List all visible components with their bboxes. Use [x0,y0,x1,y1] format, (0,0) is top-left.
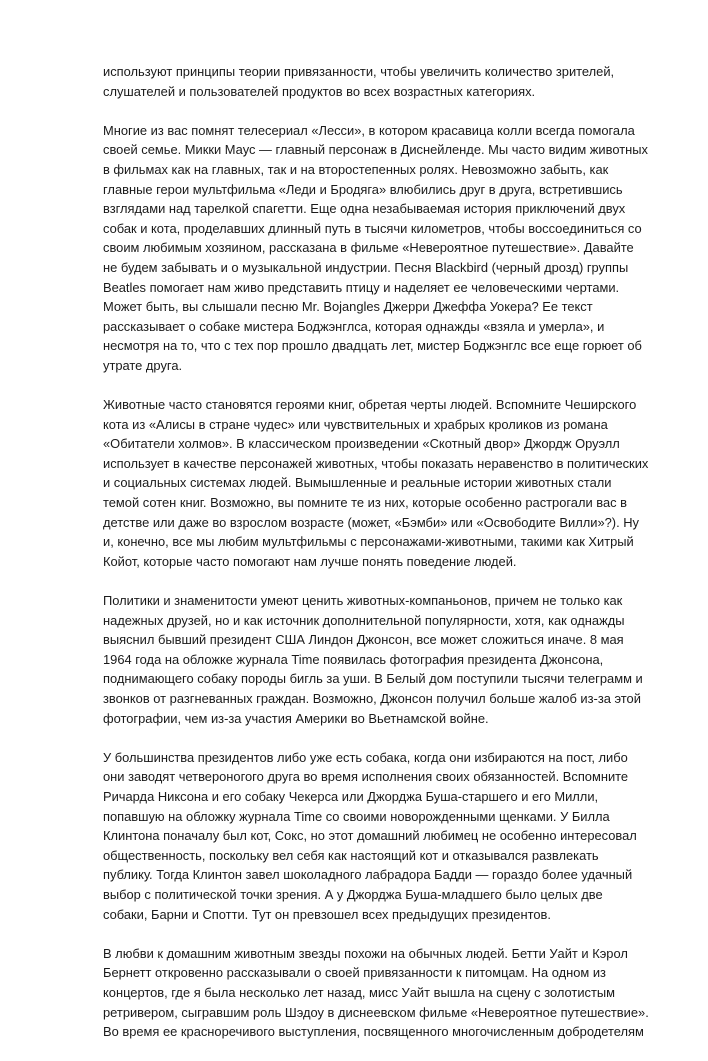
text-line: Может быть, вы слышали песню Mr. Bojangles Джерри Джеффа Уокера? Ее текст [103,299,593,315]
text-line: слушателей и пользователей продуктов во всех возрастных категориях. [103,83,536,99]
text-line: не будем забывать и о музыкальной индустрии. Песня Blackbird (черный дрозд) группы [103,259,629,275]
text-line: и социальных системах людей. Вымышленные и реальные истории животных стали [103,475,612,491]
document-page [103,62,661,1061]
text-line: утрате друга. [103,357,183,373]
paragraph [103,62,661,101]
text-line: собак и кота, проделавших длинный путь в тысячи километров, чтобы воссоединиться со [103,220,642,236]
text-line: фотографии, чем из-за участия Америки во Вьетнамской войне. [103,710,489,726]
text-line: Beatles помогает нам живо представить птицу и наделяет ее человеческими чертами. [103,279,620,295]
paragraph [103,748,661,924]
text-line: своим любимым хозяином, рассказана в фильме «Невероятное путешествие». Давайте [103,240,634,256]
text-line: темой сотен книг. Возможно, вы помните те из них, которые особенно растрогали вас в [103,495,628,511]
text-line: в фильмах как на главных, так и на второстепенных ролях. Невозможно забыть, как [103,161,609,177]
text-line: общественность, поскольку вел себя как настоящий кот и отказывался развлекать [103,847,599,863]
text-line: выяснил бывший президент США Линдон Джонсон, все может сложиться иначе. 8 мая [103,632,624,648]
text-line: поднимающего собаку породы бигль за уши. В Белый дом поступили тысячи телеграмм и [103,671,643,687]
text-line: и, конечно, все мы любим мультфильмы с персонажами-животными, такими как Хитрый [103,534,634,550]
text-line: концертов, где я была несколько лет назад, мисс Уайт вышла на сцену с золотистым [103,984,615,1000]
text-line: В любви к домашним животным звезды похожи на обычных людей. Бетти Уайт и Кэрол [103,945,628,961]
text-line: выбор с политической точки зрения. А у Джорджа Буша-младшего было целых две [103,886,603,902]
text-line: рассказывает о собаке мистера Боджэнглса, которая однажды «взяла и умерла», и [103,318,605,334]
text-line: попавшую на обложку журнала Time со своими новорожденными щенками. У Билла [103,808,610,824]
text-line: ретривером, сыгравшим роль Шэдоу в диснеевском фильме «Невероятное путешествие». [103,1004,649,1020]
text-line: Клинтона поначалу был кот, Сокс, но этот домашний любимец не особенно интересовал [103,828,637,844]
text-line: кота из «Алисы в стране чудес» или чувствительных и храбрых кроликов из романа [103,416,608,432]
text-line: «Обитатели холмов». В классическом произведении «Скотный двор» Джордж Оруэлл [103,436,620,452]
text-line: Бернетт откровенно рассказывали о своей привязанности к питомцам. На одном из [103,965,606,981]
text-line: Политики и знаменитости умеют ценить животных-компаньонов, причем не только как [103,593,623,609]
text-line: Ричарда Никсона и его собаку Чекерса или Джорджа Буша-старшего и его Милли, [103,788,599,804]
text-line: Во время ее красноречивого выступления, посвященного многочисленным добродетелям [103,1024,644,1040]
text-line: несмотря на то, что с тех пор прошло двадцать лет, мистер Боджэнглс все еще горюет об [103,338,642,354]
paragraph [103,121,661,376]
text-line: главные герои мультфильма «Леди и Бродяга» влюбились друг в друга, встретившись [103,181,623,197]
text-line: своей семье. Микки Маус — главный персонаж в Диснейленде. Мы часто видим животных [103,142,648,158]
text-line: надежных друзей, но и как источник дополнительной популярности, хотя, как однажды [103,612,625,628]
text-line: Койот, которые часто помогают нам лучше понять поведение людей. [103,553,517,569]
text-line: Животные часто становятся героями книг, обретая черты людей. Вспомните Чеширского [103,397,637,413]
text-line: 1964 года на обложке журнала Time появилась фотография президента Джонсона, [103,651,604,667]
text-line: собаки, Барни и Спотти. Тут он превзошел всех предыдущих президентов. [103,906,551,922]
paragraph [103,395,661,571]
text-line: Многие из вас помнят телесериал «Лесси», в котором красавица колли всегда помогала [103,122,635,138]
text-line: детстве или даже во взрослом возрасте (может, «Бэмби» или «Освободите Вилли»?). Ну [103,514,640,530]
paragraph [103,944,661,1042]
paragraph [103,591,661,728]
text-line: взглядами над тарелкой спагетти. Еще одна незабываемая история приключений двух [103,201,626,217]
text-line: используют принципы теории привязанности, чтобы увеличить количество зрителей, [103,64,615,79]
text-line: они заводят четвероногого друга во время исполнения своих обязанностей. Вспомните [103,769,629,785]
text-line: У большинства президентов либо уже есть собака, когда они избираются на пост, либо [103,749,628,765]
text-line: использует в качестве персонажей животных, чтобы показать неравенство в политических [103,455,649,471]
text-line: звонков от разгневанных граждан. Возможно, Джонсон получил больше жалоб из-за этой [103,691,641,706]
text-line: публику. Тогда Клинтон завел шоколадного лабрадора Бадди — гораздо более удачный [103,867,633,883]
